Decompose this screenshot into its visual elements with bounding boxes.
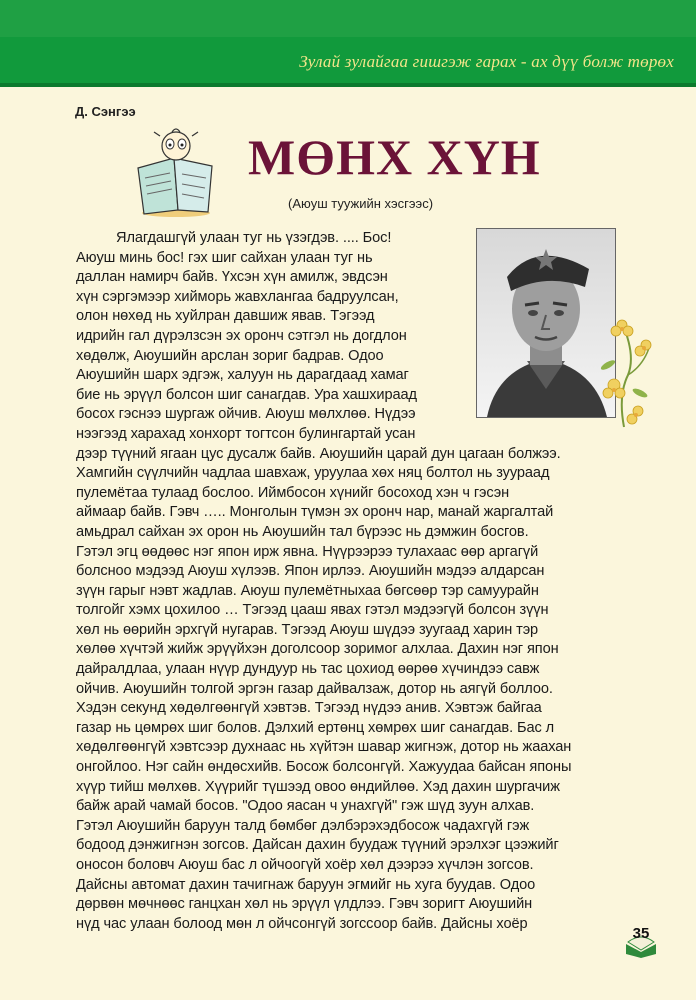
article-subtitle: (Аюуш туужийн хэсгээс) — [288, 196, 434, 211]
body-line: аймаар байв. Гэвч ….. Монголын түмэн эх оронч нар, манай жаргалтай — [76, 504, 554, 521]
body-line: газар нь цөмрөх шиг болов. Дэлхий ертөнц хөмрөх шиг санагдав. Бас л — [76, 719, 555, 736]
body-line: идрийн гал дүрэлзсэн эх оронч сэтгэл нь догдлон — [76, 327, 407, 344]
body-line: Дайсны автомат дахин тачигнаж баруун эгмийг нь хуга буудав. Одоо — [76, 876, 536, 893]
body-line: толгойг хэмх цохилоо … Тэгээд цааш явах гэтэл мэдээгүй болсон зүүн — [76, 602, 549, 619]
header-band-strip — [0, 0, 696, 37]
body-line: хөдөлгөөнгүй хэвтсээр духнаас нь хүйтэн шавар жигнэж, дотор нь жаахан — [76, 739, 572, 756]
body-line: дөрвөн мөчнөөс ганцхан хөл нь эрүүл үлдлээ. Гэвч зоригт Аюушийн — [76, 896, 533, 913]
article-title: МӨНХ ХҮН — [248, 129, 541, 185]
body-line: дайралдлаа, улаан нүүр дундуур нь тас цохиод өөрөө хүчиндээ савж — [76, 661, 540, 678]
body-line: Ялагдашгүй улаан туг нь үзэгдэв. .... Бос! — [116, 230, 392, 246]
body-line: ойчив. Аюушийн толгой эргэн газар дайвалзаж, дотор нь аягүй боллоо. — [76, 680, 553, 697]
article-body — [76, 229, 634, 934]
body-line: хүүр тийш мөлхөв. Хүүрийг түшээд овоо өндийлөө. Хэд дахин шургачиж — [76, 778, 560, 795]
body-line: Гэтэл эгц өөдөөс нэг япон ирж явна. Нүүрээрээ тулахаас өөр аргагүй — [76, 543, 539, 560]
header-band — [0, 0, 696, 87]
body-line: Аюуш минь бос! гэх шиг сайхан улаан туг нь — [76, 249, 373, 266]
body-line: онгойлоо. Нэг сайн өндөсхийв. Босож болсонгүй. Хажуудаа байсан японы — [76, 759, 572, 776]
header-band-rule — [0, 83, 696, 87]
body-line: Хамгийн сүүлчийн чадлаа шавхаж, уруулаа хөх няц болтол нь зуураад — [76, 465, 550, 482]
body-line: даллан намирч байв. Үхсэн хүн амилж, эвдсэн — [76, 269, 388, 286]
body-line: нүд час улаан болоод мөн л ойчсонгүй зогссоор байв. Дайсны хоёр — [76, 915, 528, 932]
author-name: Д. Сэнгээ — [75, 104, 136, 119]
body-line: бие нь эрүүл болсон шиг санагдав. Ура хашхираад — [76, 386, 417, 403]
body-line: пулемётаа тулаад бослоо. Иймбосон хүнийг босоход хэн ч гэсэн — [76, 484, 510, 501]
body-line: бодоод дэнжигнэн зогсов. Дайсан дахин буудаж түүний эрэлхэг цээжийг — [76, 837, 559, 854]
body-line: хөлөө хүчтэй жийж эрүүйхэн доголсоор зоримог алхлаа. Дахин нэг япон — [76, 641, 559, 658]
body-line: олон нөхөд нь хуйлран давшиж явав. Тэгээд — [76, 308, 375, 325]
body-line: Хэдэн секунд хөдөлгөөнгүй хэвтэв. Тэгээд нүдээ анив. Хэвтэж байгаа — [76, 700, 542, 717]
body-line: оносон боловч Аюуш бас л ойчоогүй хоёр хөл дээрээ хүчлэн зогсов. — [76, 857, 534, 873]
body-line: хөл нь өөрийн эрхгүй нугарав. Тэгээд Аюуш шүдээ зуугаад харин тэр — [76, 621, 539, 638]
body-line: Аюушийн шарх эдгэж, халуун нь дарагдаад хамаг — [76, 367, 409, 384]
reading-child-icon — [130, 128, 220, 218]
body-line: болсноо мэдээд Аюуш хүлээв. Япон ирлээ. Аюушийн мэдээ алдарсан — [76, 563, 545, 580]
body-line: байж арай чамай босов. "Одоо яасан ч унахгүй" гэж шүд зуун алхав. — [76, 798, 535, 815]
body-line: дээр түүний ягаан цус дусалж байв. Аюушийн царай дун цагаан болжээ. — [76, 445, 561, 462]
body-line: босох гэснээ шургаж ойчив. Аюуш мөлхлөө. Нүдээ — [76, 406, 416, 423]
body-line: нээгээд харахад хонхорт тогтсон булингартай усан — [76, 425, 416, 442]
page-number: 35 — [632, 925, 650, 942]
body-line: зүүн гарыг нэвт жадлав. Аюуш пулемётныхаа бөгсөөр тэр самуурайн — [76, 582, 539, 599]
body-line: амьдрал сайхан эх орон нь Аюушийн тал бүрээс нь дэмжин босгов. — [76, 523, 529, 540]
body-line: хөдөлж, Аюушийн арслан зориг бадрав. Одоо — [76, 347, 384, 364]
page-number-badge — [622, 922, 660, 958]
body-line: Гэтэл Аюушийн баруун талд бөмбөг дэлбэрэхэдбосож чадахгүй гэж — [76, 817, 530, 834]
body-line: хүн сэргэмээр хийморь жавхлангаа бадруулсан, — [76, 288, 399, 305]
running-head: Зулай зулайгаа гишгэж гарах - ах дүү болж төрөх — [299, 52, 674, 71]
